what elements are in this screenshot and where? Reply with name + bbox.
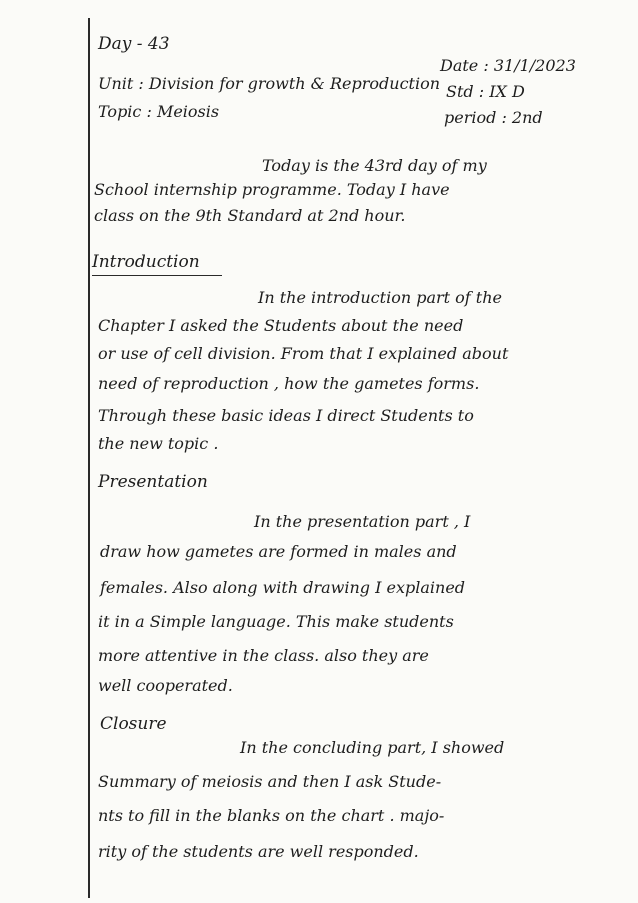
day-label: Day - 43 (98, 34, 170, 54)
introduction-line-2: Chapter I asked the Students about the need (98, 316, 464, 335)
closure-line-2: Summary of meiosis and then I ask Stude- (98, 772, 442, 791)
introduction-underline (92, 275, 222, 276)
intro-line-2: School internship programme. Today I have (94, 180, 450, 199)
intro-line-3: class on the 9th Standard at 2nd hour. (94, 206, 406, 225)
margin-line (88, 18, 90, 898)
topic-label: Topic : Meiosis (98, 102, 220, 121)
std-label: Std : IX D (446, 82, 525, 101)
introduction-line-3: or use of cell division. From that I explained about (98, 344, 509, 363)
intro-line-1: Today is the 43rd day of my (262, 156, 487, 175)
closure-heading: Closure (100, 714, 167, 734)
closure-line-1: In the concluding part, I showed (240, 738, 505, 757)
introduction-line-5: Through these basic ideas I direct Students to (98, 406, 474, 425)
presentation-heading: Presentation (98, 472, 208, 492)
presentation-line-3: females. Also along with drawing I explained (100, 578, 466, 597)
closure-line-3: nts to fill in the blanks on the chart . majo- (98, 806, 445, 825)
unit-label: Unit : Division for growth & Reproduction (98, 74, 441, 93)
presentation-line-2: draw how gametes are formed in males and (100, 542, 457, 561)
presentation-line-6: well cooperated. (98, 676, 233, 695)
introduction-heading: Introduction (92, 252, 200, 272)
introduction-line-6: the new topic . (98, 434, 219, 453)
presentation-line-4: it in a Simple language. This make students (98, 612, 454, 631)
presentation-line-5: more attentive in the class. also they are (98, 646, 429, 665)
date-label: Date : 31/1/2023 (440, 56, 576, 75)
period-label: period : 2nd (444, 108, 543, 127)
introduction-line-1: In the introduction part of the (258, 288, 502, 307)
presentation-line-1: In the presentation part , I (254, 512, 471, 531)
introduction-line-4: need of reproduction , how the gametes forms. (98, 374, 480, 393)
closure-line-4: rity of the students are well responded. (98, 842, 419, 861)
